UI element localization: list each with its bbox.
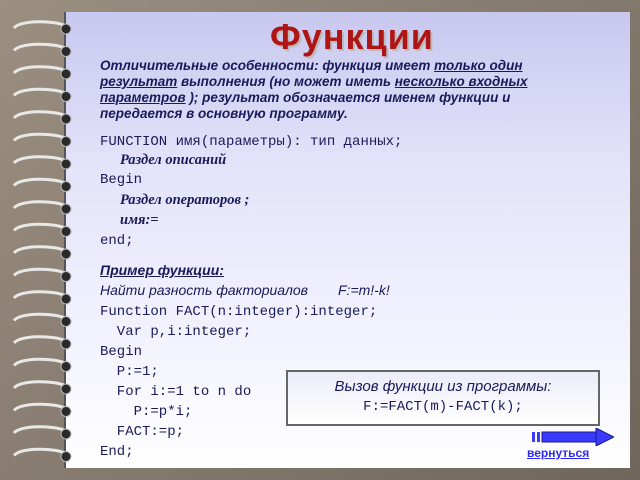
callout-line-1: Вызов функции из программы: — [334, 378, 552, 395]
binding-hole — [61, 182, 71, 192]
code-line-2: Var p,i:integer; — [100, 324, 252, 340]
spiral-ring — [14, 449, 66, 455]
intro-part1: Отличительные особенности: функция имеет — [100, 58, 435, 73]
intro-part2: выполнения (но может иметь — [181, 74, 395, 89]
binding-hole — [61, 407, 71, 417]
binding-hole — [61, 339, 71, 349]
binding-hole — [61, 362, 71, 372]
spiral-ring — [14, 89, 66, 95]
binding-hole — [61, 249, 71, 259]
code-line-6: P:=p*i; — [100, 404, 193, 420]
spiral-ring — [14, 247, 66, 253]
spiral-ring — [14, 382, 66, 388]
code-line-7: FACT:=p; — [100, 424, 185, 440]
binding-hole — [61, 204, 71, 214]
spiral-ring — [14, 202, 66, 208]
syntax-decl-section: Раздел описаний — [120, 152, 227, 168]
spiral-ring — [14, 44, 66, 50]
syntax-begin: Begin — [100, 172, 143, 188]
binding-hole — [61, 452, 71, 462]
binding-hole — [61, 69, 71, 79]
syntax-end: end; — [100, 233, 134, 249]
binding-hole — [61, 429, 71, 439]
intro-part3: ); результат обозначается именем функции и передается в основную программу. — [100, 90, 511, 121]
spiral-ring — [14, 292, 66, 298]
intro-text — [100, 58, 580, 122]
callout-line-2: F:=FACT(m)-FACT(k); — [363, 399, 523, 415]
binding-hole — [61, 294, 71, 304]
binding-hole — [61, 24, 71, 34]
syntax-name-assign: имя:= — [120, 212, 159, 228]
syntax-ops-section: Раздел операторов ; — [120, 192, 250, 208]
spiral-ring — [14, 112, 66, 118]
page-title: Функции — [270, 16, 434, 57]
function-call-callout — [286, 370, 600, 426]
spiral-ring — [14, 157, 66, 163]
binding-hole — [61, 47, 71, 57]
syntax-header: FUNCTION имя(параметры): тип данных; — [100, 134, 403, 150]
code-line-1: Function FACT(n:integer):integer; — [100, 304, 378, 320]
spiral-ring — [14, 337, 66, 343]
spiral-ring — [14, 314, 66, 320]
example-heading: Пример функции: — [100, 262, 224, 278]
spiral-binding — [6, 16, 76, 466]
example-formula: F:=m!-k! — [338, 282, 390, 298]
back-link[interactable]: вернуться — [527, 446, 590, 460]
binding-hole — [61, 159, 71, 169]
binding-hole — [61, 384, 71, 394]
spiral-ring — [14, 179, 66, 185]
binding-hole — [61, 272, 71, 282]
binding-hole — [61, 114, 71, 124]
binding-hole — [61, 227, 71, 237]
code-line-5: For i:=1 to n do — [100, 384, 252, 400]
binding-hole — [61, 317, 71, 327]
spiral-ring — [14, 67, 66, 73]
spiral-ring — [14, 134, 66, 140]
code-line-4: P:=1; — [100, 364, 159, 380]
spiral-ring — [14, 224, 66, 230]
right-arrow-icon[interactable] — [532, 428, 614, 446]
binding-hole — [61, 92, 71, 102]
intro-underline-1: только один результат — [100, 58, 523, 89]
spiral-ring — [14, 427, 66, 433]
spiral-ring — [14, 22, 66, 28]
code-line-3: Begin — [100, 344, 143, 360]
intro-underline-2: несколько входных параметров — [100, 74, 528, 105]
spiral-ring — [14, 359, 66, 365]
code-line-8: End; — [100, 444, 134, 460]
binding-hole — [61, 137, 71, 147]
spiral-ring — [14, 404, 66, 410]
spiral-ring — [14, 269, 66, 275]
example-task: Найти разность факториалов — [100, 282, 308, 298]
